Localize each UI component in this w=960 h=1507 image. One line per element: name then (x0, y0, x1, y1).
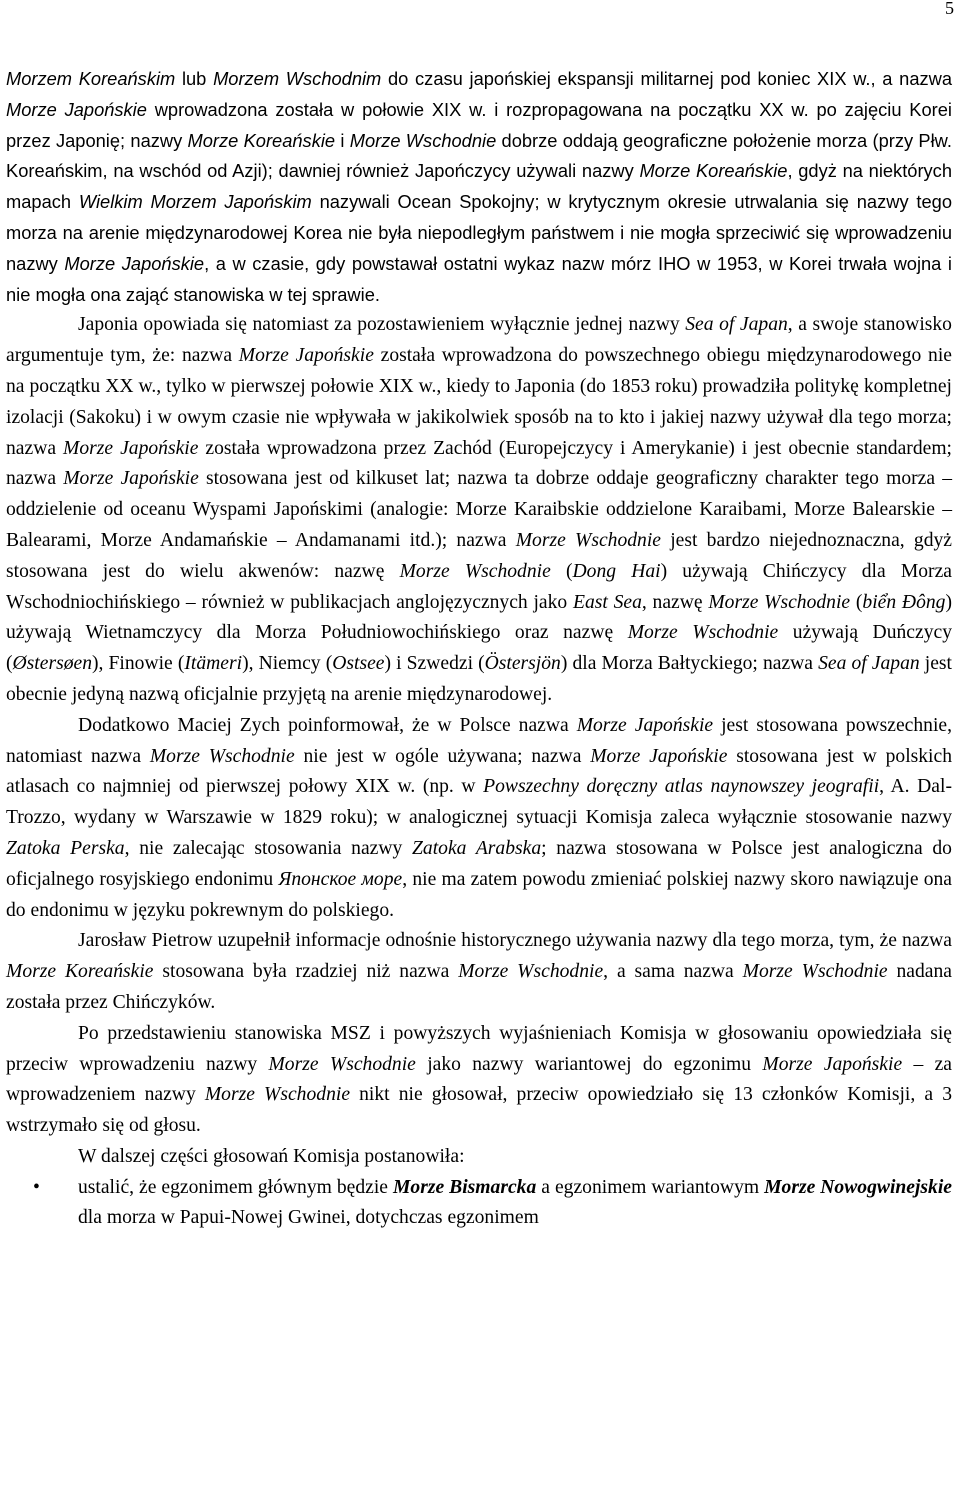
italic-text-run: Японское море (278, 868, 403, 890)
paragraph (6, 64, 952, 310)
italic-text-run: Morze Japońskie (63, 437, 199, 459)
text-run: jest obecnie jedyną nazwą oficjalnie przyjętą na arenie międzynarodowej. (6, 653, 953, 705)
italic-text-run: East Sea (572, 591, 642, 613)
text-run: , a sama nazwa (603, 961, 743, 983)
text-run: jest stosowana powszechnie, natomiast nazwa (6, 714, 953, 767)
text-run: używają Duńczycy ( (6, 622, 952, 675)
italic-text-run: Ostsee (332, 653, 385, 675)
italic-text-run: Morze Japońskie (6, 98, 147, 120)
italic-text-run: Sea of Japan (818, 653, 920, 675)
italic-text-run: Morze Japońskie (64, 252, 205, 274)
italic-text-run: Östersjön (484, 653, 561, 675)
text-run: nikt nie głosował, przeciw opowiedziało się 13 członków Komisji, a 3 wstrzymało się od głosu. (6, 1084, 952, 1137)
text-run: stosowana jest od kilkuset lat; nazwa ta dobrze oddaje geograficzny charakter tego morza – oddzielenie od oceanu Wyspami Japońskimi (analogie: Morze Karaibskie oddzielone Karaibami, Morze Balearskie – Balearami, Morze Andamańskie – Andamanami itd.); nazwa (6, 468, 953, 551)
text-run: a egzonimem wariantowym (536, 1176, 765, 1198)
text-run: nadana została przez Chińczyków. (6, 961, 952, 1013)
text-run: – za wprowadzeniem nazwy (6, 1053, 953, 1106)
text-run: do czasu japońskiej ekspansji militarnej pod koniec XIX w., a nazwa (381, 68, 952, 89)
italic-text-run: Morze Japońskie (576, 714, 714, 736)
italic-text-run: Wielkim Morzem Japońskim (78, 191, 312, 213)
text-run: , gdyż na niektórych mapach (6, 160, 952, 213)
paragraph (6, 1142, 952, 1173)
italic-text-run: Powszechny doręczny atlas naynowszey jeografii (483, 776, 880, 798)
paragraph (6, 310, 952, 710)
text-run: jako nazwy wariantowej do egzonimu (415, 1053, 763, 1075)
text-run: stosowana jest w polskich atlasach co najmniej od pierwszej połowy XIX w. (np. w (6, 745, 952, 798)
text-run: nie jest w ogóle używana; nazwa (294, 745, 591, 767)
text-run: , a swoje stanowisko argumentuje tym, że: nazwa (6, 314, 952, 367)
paragraph (6, 711, 952, 927)
text-run: ustalić, że egzonimem głównym będzie (78, 1176, 393, 1198)
italic-text-run: Morze Wschodnie (708, 591, 851, 613)
paragraph (6, 926, 952, 1018)
text-run: , a w czasie, gdy powstawał ostatni wykaz nazw mórz IHO w 1953, w Korei trwała wojna i nie mogła ona zająć stanowiska w tej sprawie. (6, 252, 952, 305)
italic-text-run: Morze Koreańskie (639, 160, 788, 182)
italic-text-run: Dong Hai (572, 560, 661, 582)
italic-text-run: Morze Japońskie (63, 468, 199, 490)
italic-text-run: Morze Japońskie (590, 745, 728, 767)
italic-text-run: Morzem Koreańskim (6, 68, 176, 89)
text-run: Po przedstawieniu stanowiska MSZ i powyższych wyjaśnieniach Komisja w głosowaniu opowiedziała się przeciw wprowadzeniu nazwy (6, 1022, 952, 1075)
text-run: ) używają Chińczycy dla Morza Wschodniochińskiego – również w publikacjach anglojęzycznych jako (6, 560, 952, 613)
text-run: W dalszej części głosowań Komisja postanowiła: (78, 1145, 465, 1167)
italic-text-run: Morze Koreańskie (6, 961, 154, 983)
italic-text-run: Morze Koreańskie (187, 129, 336, 151)
document-body (6, 64, 952, 1234)
italic-text-run: Morze Nowogwinejskie (764, 1176, 952, 1198)
text-run: została wprowadzona przez Zachód (Europejczycy i Amerykanie) i jest obecnie standardem; nazwa (6, 437, 953, 490)
text-run: Dodatkowo Maciej Zych poinformował, że w Polsce nazwa (78, 714, 577, 736)
text-run: została wprowadzona do powszechnego obiegu międzynarodowego nie na początku XX w., tylko w pierwszej połowie XIX w., kiedy to Japonia (do 1853 roku) prowadziła politykę kompletnej izolacji (Sakoku) i w owym czasie nie wpływała w jakikolwiek sposób na to kto i jakiej nazwy używał dla tego morza; nazwa (6, 345, 952, 459)
italic-text-run: Morzem Wschodnim (213, 68, 382, 89)
italic-text-run: Morze Wschodnie (399, 560, 551, 582)
italic-text-run: Morze Wschodnie (268, 1053, 416, 1075)
text-run: ( (850, 591, 863, 613)
italic-text-run: Morze Japońskie (762, 1053, 903, 1075)
bullet-item (6, 1173, 952, 1235)
italic-text-run: Morze Wschodnie (515, 529, 661, 551)
italic-text-run: Zatoka Perska (6, 837, 125, 859)
text-run: ; nazwa stosowana w Polsce jest analogiczna do oficjalnego rosyjskiego endonimu (6, 837, 952, 890)
italic-text-run: Østersøen (12, 653, 92, 675)
text-run: nazywali Ocean Spokojny; w krytycznym okresie utrwalania się nazwy tego morza na arenie międzynarodowej Korea nie była niepodległym państwem i nie mogła sprzeciwić się wprowadzeniu nazwy (6, 191, 952, 274)
italic-text-run: biển Đông (862, 591, 946, 613)
italic-text-run: Morze Wschodnie (742, 961, 888, 983)
text-run: jest bardzo niejednoznaczna, gdyż stosowana jest do wielu akwenów: nazwę (6, 529, 952, 582)
italic-text-run: Morze Wschodnie (627, 622, 779, 644)
page-number: 5 (945, 0, 954, 18)
text-run: Japonia opowiada się natomiast za pozostawieniem wyłącznie jednej nazwy (78, 314, 686, 336)
text-run: , A. Dal-Trozzo, wydany w Warszawie w 1829 roku); w analogicznej sytuacji Komisja zaleca wyłącznie stosowanie nazwy (6, 776, 952, 829)
italic-text-run: Morze Bismarcka (393, 1176, 537, 1198)
italic-text-run: Sea of Japan (685, 314, 788, 336)
italic-text-run: Itämeri (184, 653, 243, 675)
italic-text-run: Morze Japońskie (238, 345, 374, 367)
italic-text-run: Morze Wschodnie (149, 745, 295, 767)
bullet-list (6, 1173, 952, 1235)
text-run: , nie zalecając stosowania nazwy (124, 837, 413, 859)
text-run: wprowadzona została w połowie XIX w. i rozpropagowana na początku XX w. po zajęciu Korei przez Japonię; nazwy (6, 98, 952, 151)
text-run: i (335, 129, 350, 151)
text-run: , nie ma zatem powodu zmieniać polskiej nazwy skoro nawiązuje ona do endonimu w języku pokrewnym do polskiego. (6, 868, 952, 921)
text-run: ), Niemcy ( (242, 653, 333, 675)
text-run: dobrze oddają geograficzne położenie morza (przy Płw. Koreańskim, na wschód od Azji); dawniej również Japończycy używali nazwy (6, 129, 952, 182)
italic-text-run: Morze Wschodnie (349, 129, 497, 151)
text-run: ) dla Morza Bałtyckiego; nazwa (560, 653, 819, 675)
italic-text-run: Zatoka Arabska (412, 837, 542, 859)
text-run: ( (550, 560, 573, 582)
text-run: , nazwę (641, 591, 709, 613)
text-run: ) używają Wietnamczycy dla Morza Południowochińskiego oraz nazwę (6, 591, 952, 644)
text-run: stosowana była rzadziej niż nazwa (153, 961, 459, 983)
paragraph (6, 1019, 952, 1142)
text-run: ), Finowie ( (92, 653, 185, 675)
text-run: Jarosław Pietrow uzupełnił informacje odnośnie historycznego używania nazwy dla tego morza, tym, że nazwa (78, 930, 952, 952)
text-run: lub (175, 68, 214, 89)
italic-text-run: Morze Wschodnie (204, 1084, 351, 1106)
bullet-icon: • (33, 1176, 40, 1198)
italic-text-run: Morze Wschodnie (458, 961, 604, 983)
text-run: ) i Szwedzi ( (384, 653, 485, 675)
text-run: dla morza w Papui-Nowej Gwinei, dotychczas egzonimem (78, 1207, 539, 1229)
